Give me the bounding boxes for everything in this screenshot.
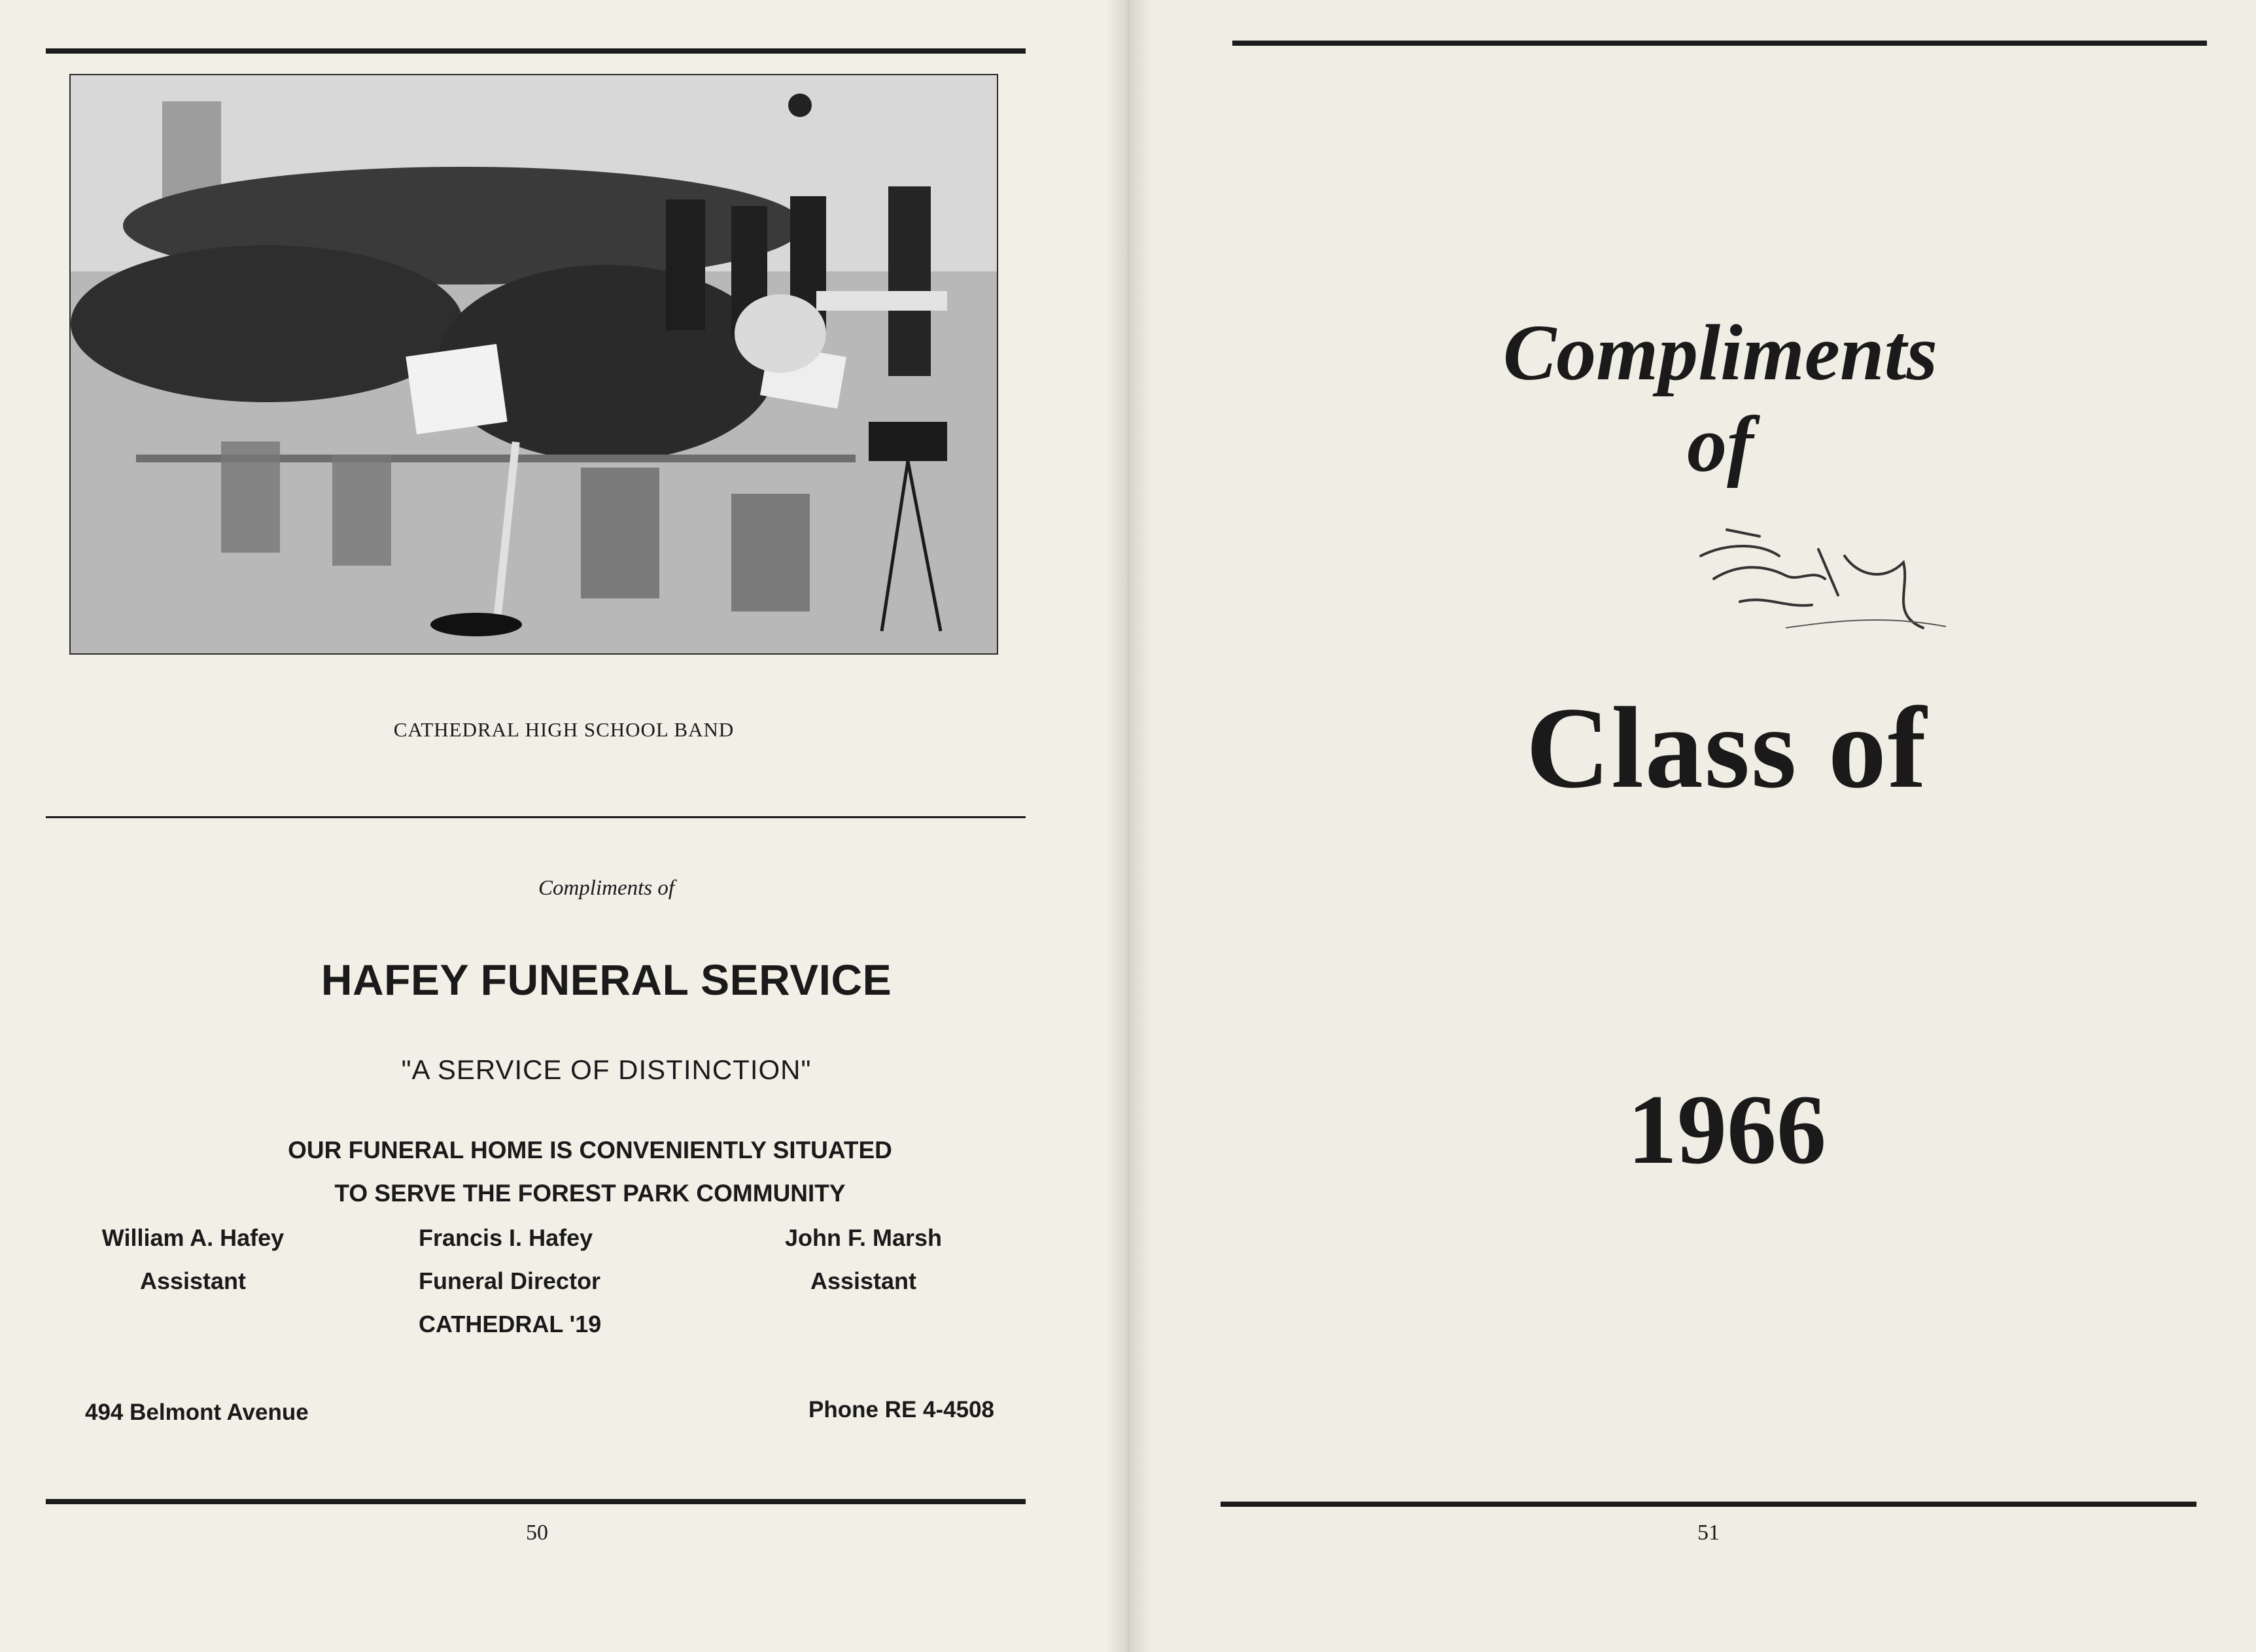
location-text [0,1129,1128,1215]
location-line-2: TO SERVE THE FOREST PARK COMMUNITY [334,1180,846,1207]
section-divider [46,816,1026,818]
location-line-1: OUR FUNERAL HOME IS CONVENIENTLY SITUATED [288,1137,892,1163]
band-photo-illustration [71,75,997,653]
business-address: 494 Belmont Avenue [85,1400,309,1425]
staff-member [419,1216,634,1346]
photo-caption: CATHEDRAL HIGH SCHOOL BAND [393,718,735,741]
bottom-rule-right [1221,1502,2196,1507]
staff-name: Francis I. Hafey [419,1224,593,1251]
page-number-left: 50 [526,1521,548,1545]
top-rule-right [1232,41,2207,46]
book-gutter [1105,0,1151,1652]
right-page [1128,0,2256,1652]
handwritten-signature [1688,517,1949,654]
business-name: HAFEY FUNERAL SERVICE [321,955,892,1004]
page-number-right: 51 [1697,1521,1720,1545]
class-compliments-heading: Compliments of [1502,309,1938,489]
class-of-text: Class of [1525,683,1928,812]
top-rule-left [46,48,1026,54]
staff-extra: CATHEDRAL '19 [419,1311,602,1337]
staff-name: John F. Marsh [784,1224,943,1251]
business-phone: Phone RE 4-4508 [808,1397,994,1422]
staff-name: William A. Hafey [101,1224,285,1251]
staff-member [769,1216,958,1303]
staff-title: Funeral Director [419,1267,601,1294]
staff-title: Assistant [810,1267,917,1294]
class-year: 1966 [1627,1075,1826,1184]
staff-title: Assistant [139,1267,247,1294]
staff-member [98,1216,288,1303]
ad-intro: Compliments of [538,876,675,900]
bottom-rule-left [46,1499,1026,1504]
business-slogan: "A SERVICE OF DISTINCTION" [401,1054,812,1085]
band-photo [69,74,998,655]
